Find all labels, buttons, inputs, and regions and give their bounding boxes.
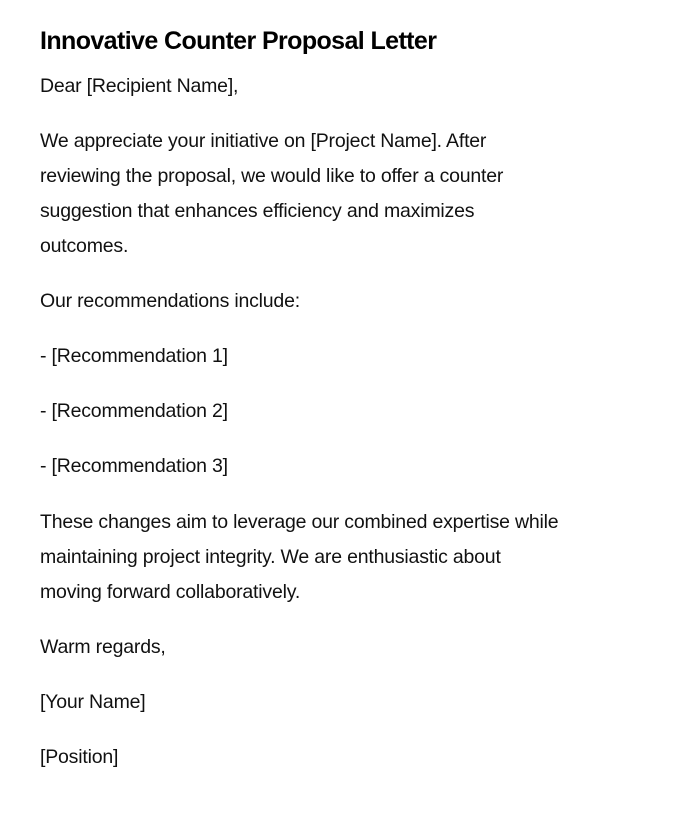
- closing-line: These changes aim to leverage our combined expertise while: [40, 511, 559, 533]
- sender-position: [Position]: [40, 746, 119, 768]
- sign-off: Warm regards,: [40, 636, 166, 658]
- recommendation-item-2: - [Recommendation 2]: [40, 400, 228, 422]
- intro-line: outcomes.: [40, 235, 129, 257]
- letter-title: Innovative Counter Proposal Letter: [40, 27, 437, 55]
- closing-line: maintaining project integrity. We are enthusiastic about: [40, 546, 501, 568]
- intro-line: We appreciate your initiative on [Project Name]. After: [40, 130, 487, 152]
- recommendation-item-3: - [Recommendation 3]: [40, 455, 228, 477]
- closing-line: moving forward collaboratively.: [40, 581, 301, 603]
- intro-line: reviewing the proposal, we would like to offer a counter: [40, 165, 504, 187]
- sender-name: [Your Name]: [40, 691, 146, 713]
- closing-paragraph: [40, 505, 558, 610]
- intro-line: suggestion that enhances efficiency and maximizes: [40, 200, 475, 222]
- intro-paragraph: [40, 124, 503, 264]
- salutation: Dear [Recipient Name],: [40, 75, 239, 97]
- recommendations-intro: Our recommendations include:: [40, 290, 300, 312]
- recommendation-item-1: - [Recommendation 1]: [40, 345, 228, 367]
